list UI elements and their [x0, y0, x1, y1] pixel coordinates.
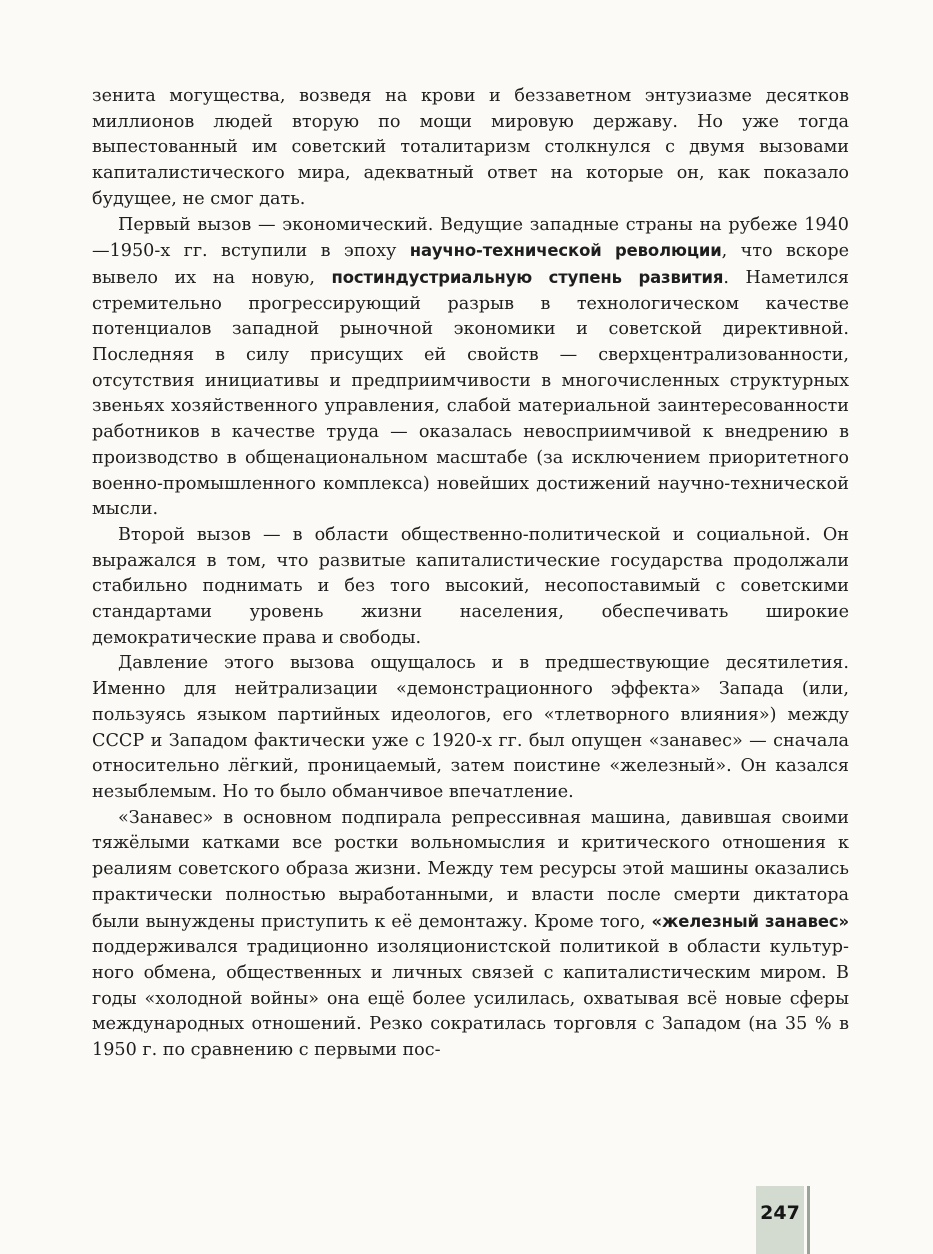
- paragraph-3: [92, 523, 849, 652]
- paragraph-1: [92, 84, 849, 213]
- text-run: Первый вызов — экономический. Ведущие западные страны на рубеже 1940—1950-х гг. вступили в эпоху: [92, 214, 849, 262]
- page-number: 247: [760, 1202, 800, 1224]
- text-run: , что вскоре вывело их на новую,: [92, 241, 849, 288]
- page-edge-rule: [807, 1186, 810, 1254]
- bold-term: постиндустриальную ступень развития: [331, 267, 724, 287]
- text-column: [92, 84, 849, 1064]
- bold-term: «железный занавес»: [651, 911, 849, 931]
- text-run: зенита могущества, возведя на крови и беззаветном энтузиазме десятков миллионов людей вторую по мощи мировую державу. Но уже тогда выпестованный им советский тоталитаризм столкнулся с двумя вызовами капиталистического мира, адекватный ответ на которые он, как показало будущее, не смог дать.: [92, 86, 849, 209]
- bold-term: научно-технической революции: [409, 241, 722, 261]
- text-run: «Занавес» в основном подпирала репрессивная машина, давившая своими тяжёлыми катками все ростки вольномыслия и критического отношения к реалиям советского образа жизни. Между тем ресурсы этой машины оказались практически полностью выработанными, и власти после смерти диктатора были вынуждены приступить к её демонтажу. Кроме того,: [92, 807, 849, 932]
- text-run: поддерживался традиционно изоляционистской политикой в области культурного обмена, общественных и личных связей с капиталистическим миром. В годы «холодной войны» она ещё более усилилась, охватывая всё новые сферы международных отношений. Резко сократилась торговля с Западом (на 35 % в 1950 г. по сравнению с первыми пос-: [92, 937, 849, 1061]
- page-number-tab: [756, 1186, 804, 1254]
- paragraph-4: [92, 651, 849, 805]
- text-run: . Наметился стремительно прогрессирующий разрыв в технологическом качестве потенциалов западной рыночной экономики и советской директивной. Последняя в силу присущих ей свойств — сверхцентрализованности, отсутствия инициативы и предприимчивости в многочисленных структурных звеньях хозяйственного управления, слабой материальной заинтересованности работников в качестве труда — оказалась невосприимчивой к внедрению в производство в общенациональном масштабе (за исключением приоритетного военно-промышленного комплекса) новейших достижений научно-технической мысли.: [92, 267, 850, 520]
- text-run: Второй вызов — в области общественно-политической и социальной. Он выражался в том, что развитые капиталистические государства продолжали стабильно поднимать и без того высокий, несопоставимый с советскими стандартами уровень жизни населения, обеспечивать широкие демократические права и свободы.: [92, 524, 849, 648]
- paragraph-2: [92, 213, 849, 523]
- paragraph-5: [92, 806, 849, 1064]
- text-run: Давление этого вызова ощущалось и в предшествующие десятилетия. Именно для нейтрализации «демонстрационного эффекта» Запада (или, пользуясь языком партийных идеологов, его «тлетворного влияния») между СССР и Западом фактически уже с 1920-х гг. был опущен «занавес» — сначала относительно лёгкий, проницаемый, затем поистине «железный». Он казался незыблемым. Но то было обманчивое впечатление.: [92, 653, 849, 802]
